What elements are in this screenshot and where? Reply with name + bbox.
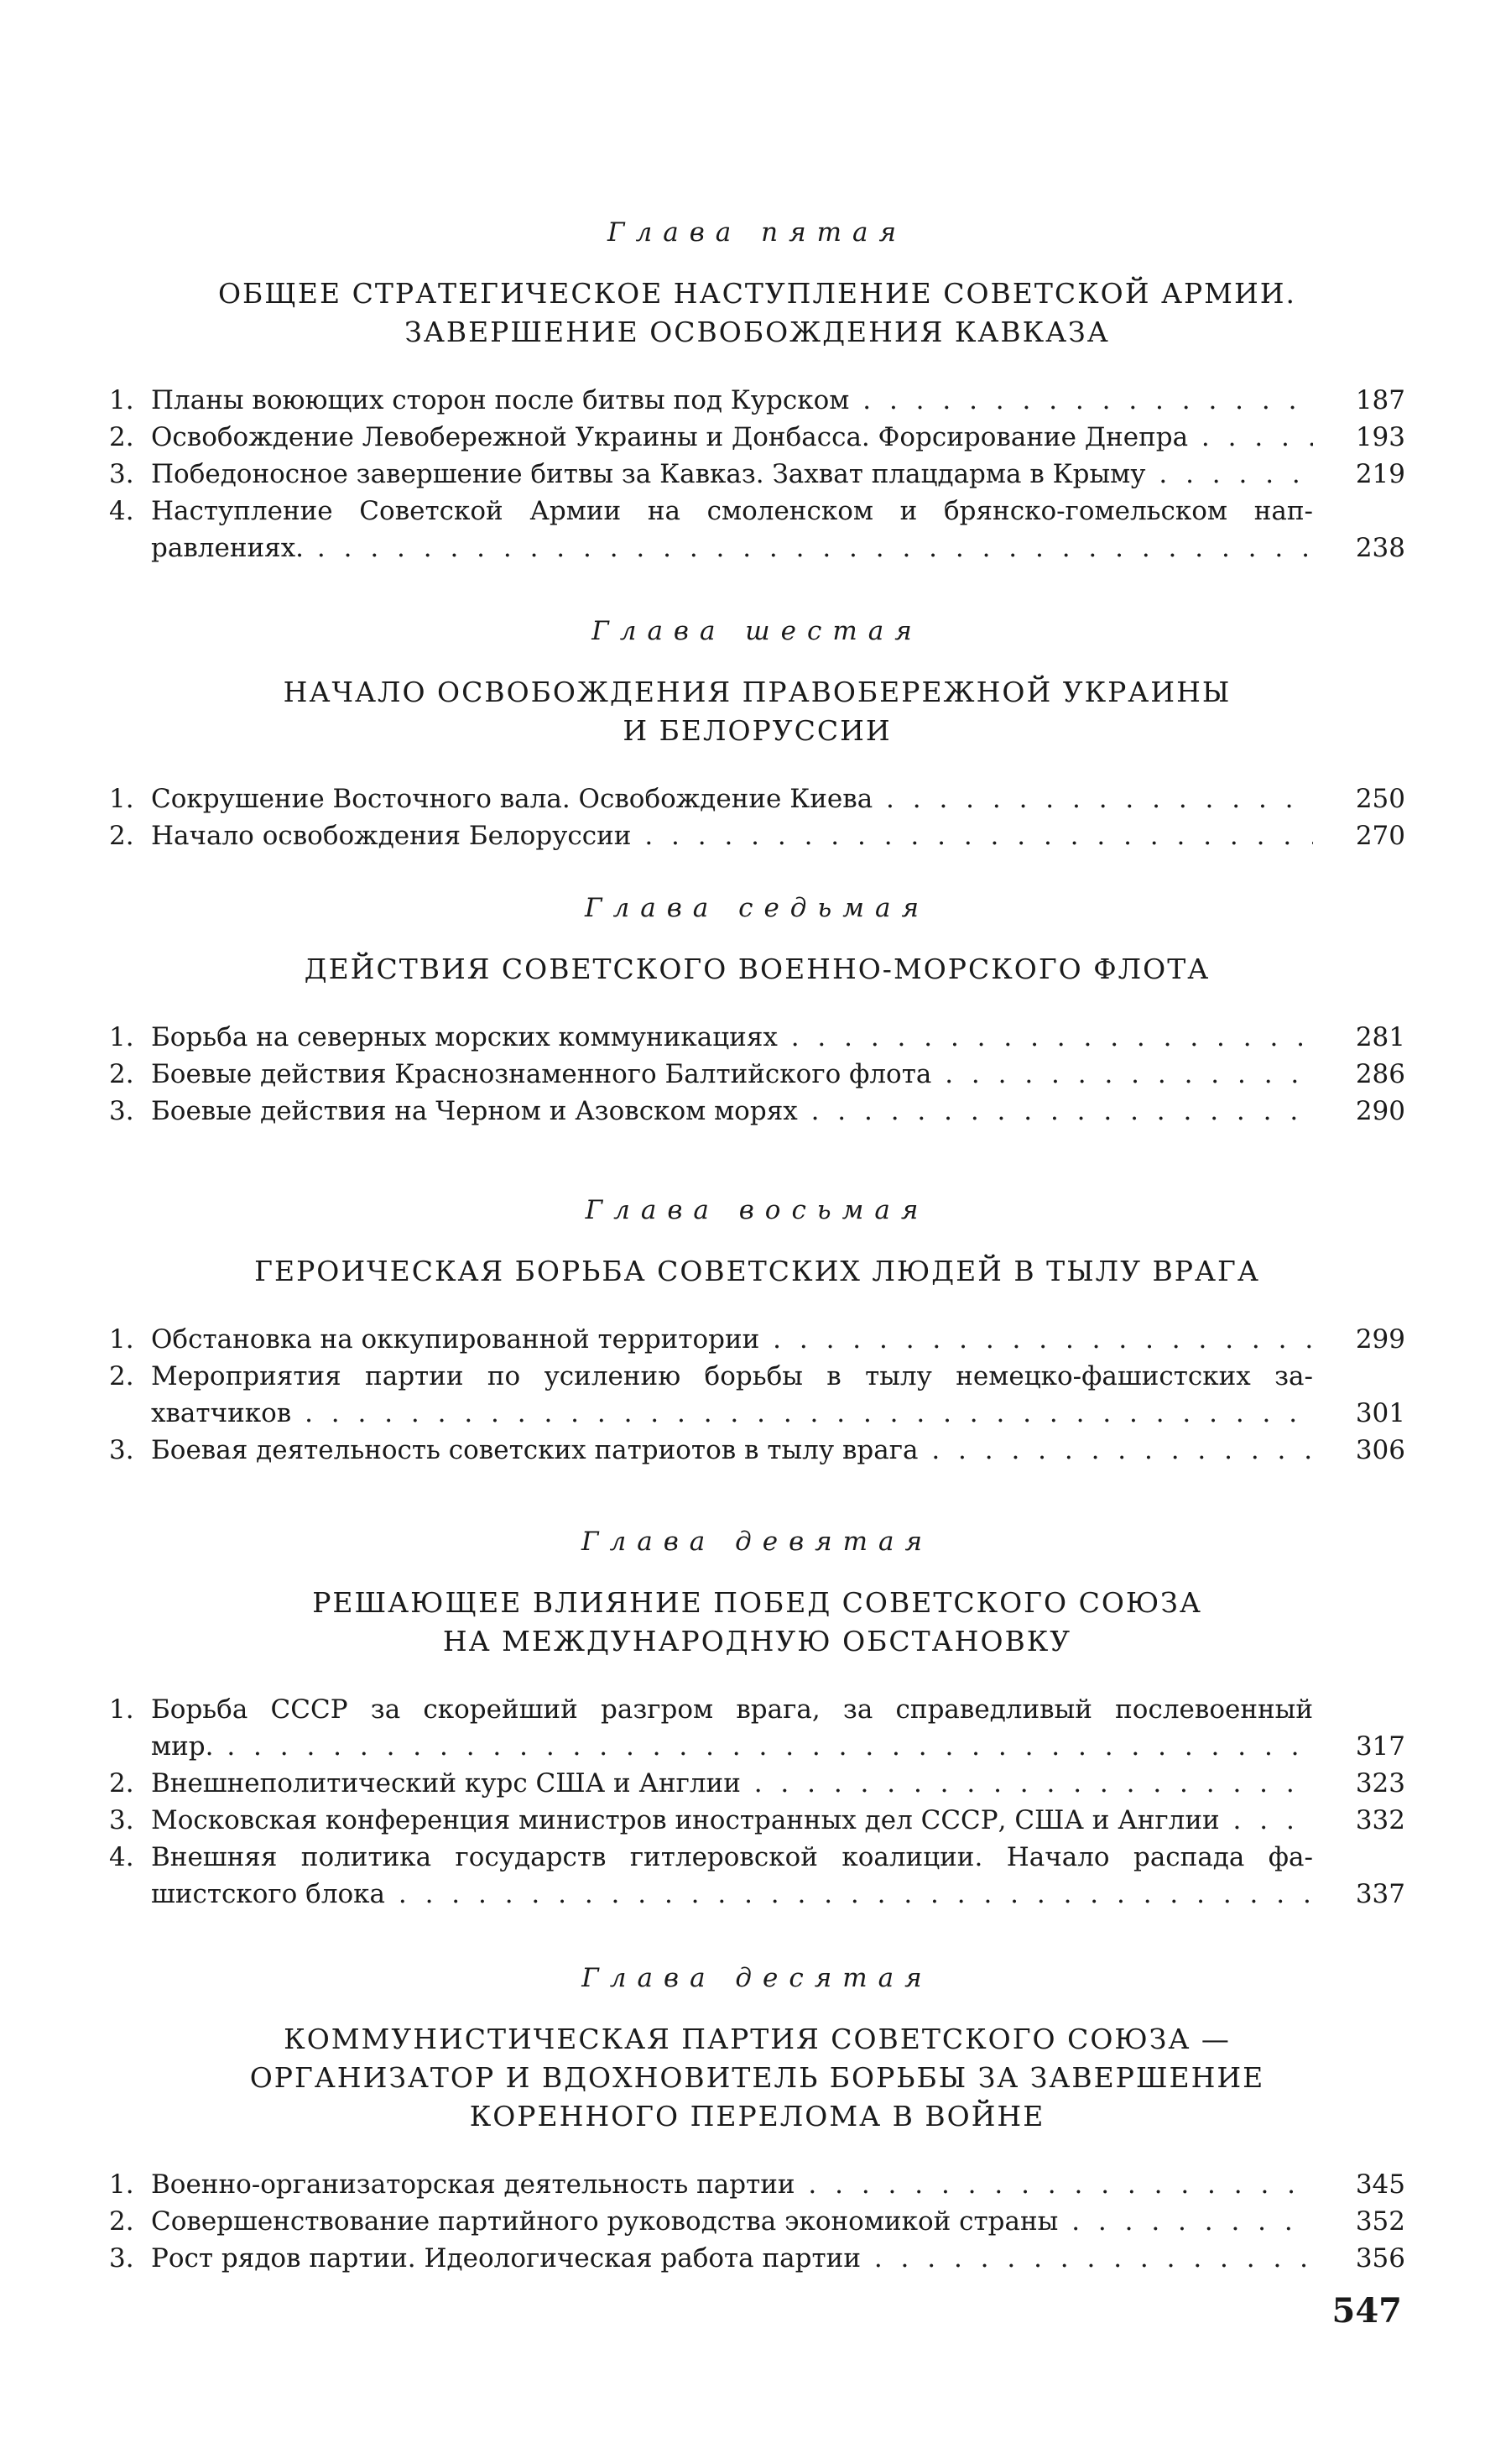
page-number: 547 xyxy=(1331,2291,1402,2331)
entry-line: Планы воюющих сторон после битвы под Курском xyxy=(151,385,850,415)
chapter-title-line: ДЕЙСТВИЯ СОВЕТСКОГО ВОЕННО-МОРСКОГО ФЛОТА xyxy=(304,953,1211,985)
entry-line: Военно-организаторская деятельность партии xyxy=(151,2169,795,2200)
entry-page-number: 323 xyxy=(1355,1768,1405,1798)
chapter-section xyxy=(109,1523,1405,1913)
entry-line: Борьба СССР за скорейший разгром врага, за справедливый послевоенный xyxy=(151,1694,1313,1725)
entry-page-number: 301 xyxy=(1355,1398,1405,1428)
chapter-title-line: НАЧАЛО ОСВОБОЖДЕНИЯ ПРАВОБЕРЕЖНОЙ УКРАИНЫ xyxy=(283,676,1232,708)
toc-entry[interactable] xyxy=(109,2203,1405,2240)
toc-entry[interactable] xyxy=(109,817,1405,854)
entry-page-number: 356 xyxy=(1355,2243,1405,2273)
chapter-label: Глава восьмая xyxy=(585,1195,930,1225)
chapter-title-line: КОММУНИСТИЧЕСКАЯ ПАРТИЯ СОВЕТСКОГО СОЮЗА — xyxy=(284,2023,1231,2055)
entry-text xyxy=(151,1093,1313,1130)
entry-text xyxy=(151,1321,1313,1358)
entry-text xyxy=(151,456,1313,493)
chapter-title-line: ЗАВЕРШЕНИЕ ОСВОБОЖДЕНИЯ КАВКАЗА xyxy=(404,316,1110,348)
chapter-section xyxy=(109,890,1405,1130)
entry-line: шистского блока xyxy=(151,1879,386,1909)
toc-entry[interactable] xyxy=(109,1056,1405,1093)
entry-number: 1. xyxy=(109,1022,134,1052)
entry-text xyxy=(151,1802,1313,1839)
entry-line: Рост рядов партии. Идеологическая работа партии xyxy=(151,2243,861,2273)
chapter-section xyxy=(109,613,1405,854)
entry-number: 3. xyxy=(109,1435,134,1465)
toc-entry[interactable] xyxy=(109,1358,1405,1432)
toc-entry[interactable] xyxy=(109,1765,1405,1802)
entry-text xyxy=(151,1358,1313,1432)
entry-page-number: 299 xyxy=(1355,1324,1405,1355)
entry-line: Мероприятия партии по усилению борьбы в тылу немецко-фашистских за- xyxy=(151,1361,1313,1391)
entry-text xyxy=(151,1839,1313,1913)
entry-list xyxy=(109,2166,1405,2277)
toc-entry[interactable] xyxy=(109,1802,1405,1839)
chapter-title-line: ГЕРОИЧЕСКАЯ БОРЬБА СОВЕТСКИХ ЛЮДЕЙ В ТЫЛУ ВРАГА xyxy=(254,1255,1260,1287)
chapter-label: Глава девятая xyxy=(581,1527,934,1557)
entry-page-number: 306 xyxy=(1355,1435,1405,1465)
toc-entry[interactable] xyxy=(109,2240,1405,2277)
entry-line: Боевая деятельность советских патриотов в тылу врага xyxy=(151,1435,919,1465)
entry-page-number: 286 xyxy=(1355,1059,1405,1089)
entry-line: Освобождение Левобережной Украины и Донбасса. Форсирование Днепра xyxy=(151,422,1189,452)
entry-text xyxy=(151,1056,1313,1093)
entry-line: Обстановка на оккупированной территории xyxy=(151,1324,760,1355)
chapter-label: Глава седьмая xyxy=(584,893,930,923)
entry-list xyxy=(109,382,1405,566)
entry-line: равлениях. xyxy=(151,533,305,563)
entry-number: 3. xyxy=(109,2243,134,2273)
toc-entry[interactable] xyxy=(109,382,1405,419)
entry-text xyxy=(151,817,1313,854)
toc-entry[interactable] xyxy=(109,1839,1405,1913)
entry-number: 2. xyxy=(109,1768,134,1798)
toc-entry[interactable] xyxy=(109,456,1405,493)
entry-number: 1. xyxy=(109,1694,134,1725)
chapter-label: Глава десятая xyxy=(581,1963,933,1993)
entry-number: 1. xyxy=(109,1324,134,1355)
chapter-title xyxy=(109,1252,1405,1291)
entry-line: мир. xyxy=(151,1731,214,1762)
entry-text xyxy=(151,780,1313,817)
chapter-title-line: ОБЩЕЕ СТРАТЕГИЧЕСКОЕ НАСТУПЛЕНИЕ СОВЕТСКОЙ АРМИИ. xyxy=(217,277,1297,310)
entry-line: хватчиков xyxy=(151,1398,292,1428)
entry-number: 1. xyxy=(109,784,134,814)
entry-line: Борьба на северных морских коммуникациях xyxy=(151,1022,778,1052)
entry-number: 3. xyxy=(109,459,134,489)
entry-page-number: 193 xyxy=(1355,422,1405,452)
entry-number: 2. xyxy=(109,422,134,452)
entry-list xyxy=(109,1019,1405,1130)
entry-line: Победоносное завершение битвы за Кавказ. Захват плацдарма в Крыму xyxy=(151,459,1146,489)
entry-line: Внешнеполитический курс США и Англии xyxy=(151,1768,741,1798)
entry-page-number: 238 xyxy=(1355,533,1405,563)
toc-entry[interactable] xyxy=(109,493,1405,566)
entry-text xyxy=(151,2166,1313,2203)
chapter-title xyxy=(109,673,1405,750)
entry-number: 4. xyxy=(109,496,134,526)
toc-entry[interactable] xyxy=(109,1691,1405,1765)
entry-number: 4. xyxy=(109,1842,134,1872)
entry-page-number: 270 xyxy=(1355,821,1405,851)
entry-text xyxy=(151,419,1313,456)
toc-entry[interactable] xyxy=(109,2166,1405,2203)
entry-page-number: 219 xyxy=(1355,459,1405,489)
entry-number: 2. xyxy=(109,1361,134,1391)
entry-line: Внешняя политика государств гитлеровской коалиции. Начало распада фа- xyxy=(151,1842,1313,1872)
chapter-title xyxy=(109,2020,1405,2136)
chapter-section xyxy=(109,1960,1405,2277)
chapter-section xyxy=(109,1192,1405,1469)
entry-text xyxy=(151,1432,1313,1469)
chapter-title-line: КОРЕННОГО ПЕРЕЛОМА В ВОЙНЕ xyxy=(469,2100,1045,2133)
entry-number: 2. xyxy=(109,2206,134,2237)
entry-line: Начало освобождения Белоруссии xyxy=(151,821,632,851)
entry-number: 1. xyxy=(109,2169,134,2200)
entry-line: Сокрушение Восточного вала. Освобождение Киева xyxy=(151,784,873,814)
entry-text xyxy=(151,493,1313,566)
entry-number: 3. xyxy=(109,1096,134,1126)
entry-text xyxy=(151,1019,1313,1056)
toc-entry[interactable] xyxy=(109,1093,1405,1130)
toc-entry[interactable] xyxy=(109,419,1405,456)
chapter-title xyxy=(109,274,1405,352)
entry-text xyxy=(151,2203,1313,2240)
chapter-title-line: НА МЕЖДУНАРОДНУЮ ОБСТАНОВКУ xyxy=(442,1625,1072,1657)
entry-page-number: 317 xyxy=(1355,1731,1405,1762)
toc-entry[interactable] xyxy=(109,780,1405,817)
entry-page-number: 281 xyxy=(1355,1022,1405,1052)
toc-entry[interactable] xyxy=(109,1321,1405,1358)
chapter-title-line: РЕШАЮЩЕЕ ВЛИЯНИЕ ПОБЕД СОВЕТСКОГО СОЮЗА xyxy=(312,1586,1202,1619)
chapter-label: Глава шестая xyxy=(591,616,923,646)
chapter-title-line: ОРГАНИЗАТОР И ВДОХНОВИТЕЛЬ БОРЬБЫ ЗА ЗАВЕРШЕНИЕ xyxy=(249,2061,1265,2094)
entry-line: Боевые действия Краснознаменного Балтийского флота xyxy=(151,1059,932,1089)
entry-list xyxy=(109,1321,1405,1469)
entry-text xyxy=(151,1765,1313,1802)
entry-page-number: 290 xyxy=(1355,1096,1405,1126)
entry-number: 3. xyxy=(109,1805,134,1835)
toc-entry[interactable] xyxy=(109,1019,1405,1056)
chapter-title-line: И БЕЛОРУССИИ xyxy=(623,714,892,747)
entry-page-number: 332 xyxy=(1355,1805,1405,1835)
entry-list xyxy=(109,1691,1405,1913)
chapter-label: Глава пятая xyxy=(607,217,908,248)
entry-number: 2. xyxy=(109,1059,134,1089)
entry-page-number: 187 xyxy=(1355,385,1405,415)
entry-line: Наступление Советской Армии на смоленском и брянско-гомельском нап- xyxy=(151,496,1313,526)
entry-number: 2. xyxy=(109,821,134,851)
entry-page-number: 337 xyxy=(1355,1879,1405,1909)
chapter-title xyxy=(109,950,1405,989)
entry-text xyxy=(151,1691,1313,1765)
entry-text xyxy=(151,2240,1313,2277)
entry-number: 1. xyxy=(109,385,134,415)
entry-page-number: 352 xyxy=(1355,2206,1405,2237)
chapter-title xyxy=(109,1584,1405,1661)
entry-line: Московская конференция министров иностранных дел СССР, США и Англии xyxy=(151,1805,1220,1835)
entry-line: Боевые действия на Черном и Азовском морях xyxy=(151,1096,798,1126)
entry-page-number: 345 xyxy=(1355,2169,1405,2200)
entry-line: Совершенствование партийного руководства экономикой страны xyxy=(151,2206,1059,2237)
entry-page-number: 250 xyxy=(1355,784,1405,814)
toc-entry[interactable] xyxy=(109,1432,1405,1469)
entry-text xyxy=(151,382,1313,419)
chapter-section xyxy=(109,214,1405,566)
entry-list xyxy=(109,780,1405,854)
